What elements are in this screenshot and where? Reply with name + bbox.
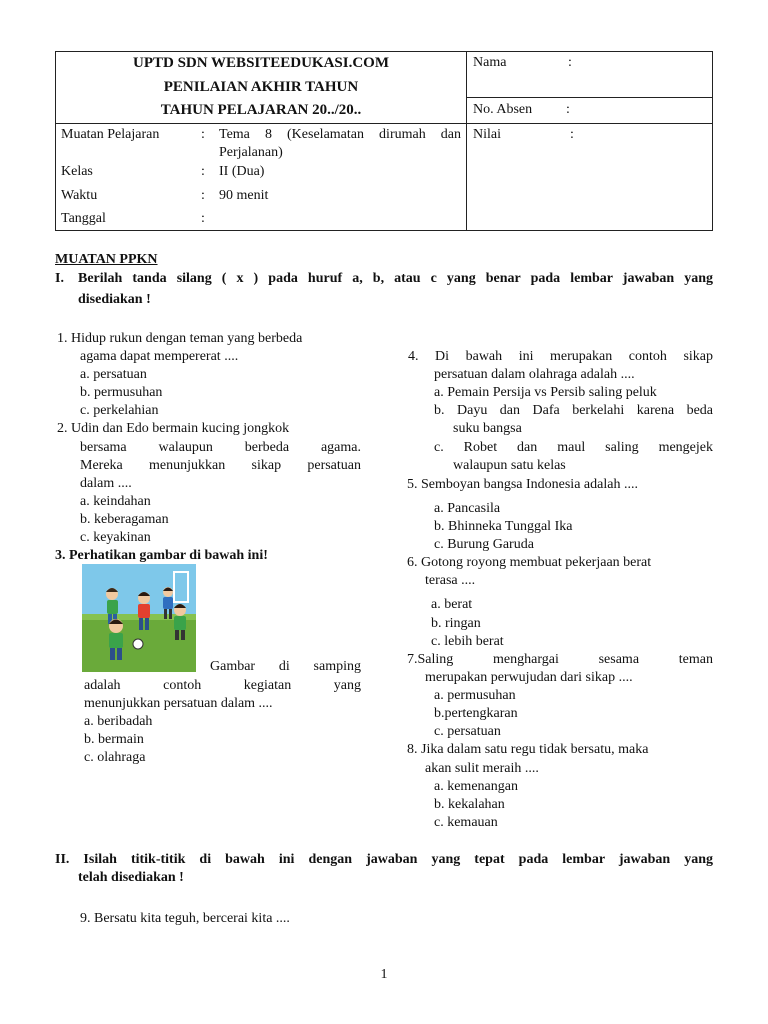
- q3-option-c: c. olahraga: [84, 750, 146, 765]
- q2-option-a: a. keindahan: [80, 494, 151, 509]
- q5-text-line1: 5. Semboyan bangsa Indonesia adalah ....: [407, 477, 638, 492]
- q4-text-line2: persatuan dalam olahraga adalah ....: [434, 367, 635, 382]
- part1-instruction-line2: disediakan !: [78, 292, 151, 307]
- q3-option-b: b. bermain: [84, 732, 144, 747]
- q4-option-c-line1: c. Robet dan maul saling mengejek: [434, 440, 713, 455]
- section-title: MUATAN PPKN: [55, 252, 158, 267]
- q7-text-line1: 7.Saling menghargai sesama teman: [407, 652, 713, 667]
- waktu-colon: :: [201, 188, 205, 203]
- waktu-value: 90 menit: [219, 188, 269, 203]
- header-divider-vertical: [466, 51, 467, 231]
- kelas-colon: :: [201, 164, 205, 179]
- q8-option-a: a. kemenangan: [434, 779, 518, 794]
- waktu-label: Waktu: [61, 188, 98, 203]
- header-divider-horizontal: [55, 123, 713, 124]
- exam-title: PENILAIAN AKHIR TAHUN: [163, 79, 359, 95]
- q7-option-c: c. persatuan: [434, 724, 501, 739]
- nilai-colon: :: [570, 127, 574, 142]
- absen-colon: :: [566, 102, 570, 117]
- part1-instruction-line1: Berilah tanda silang ( x ) pada huruf a, b, atau c yang benar pada lembar jawaban yang: [78, 271, 713, 286]
- q8-text-line1: 8. Jika dalam satu regu tidak bersatu, maka: [407, 742, 649, 757]
- nama-label: Nama: [473, 55, 507, 70]
- q8-text-line2: akan sulit meraih ....: [425, 761, 539, 776]
- q5-option-b: b. Bhinneka Tunggal Ika: [434, 519, 573, 534]
- q6-text-line1: 6. Gotong royong membuat pekerjaan berat: [407, 555, 652, 570]
- absen-label: No. Absen: [473, 102, 533, 117]
- part2-instruction-line1: II. Isilah titik-titik di bawah ini dengan jawaban yang tepat pada lembar jawaban yang: [55, 852, 713, 867]
- part2-instruction-line2: telah disediakan !: [78, 870, 184, 885]
- q5-option-c: c. Burung Garuda: [434, 537, 534, 552]
- q6-option-a: a. berat: [431, 597, 473, 612]
- kids-playing-illustration: [82, 564, 196, 672]
- q1-option-a: a. persatuan: [80, 367, 147, 382]
- q8-option-b: b. kekalahan: [434, 797, 505, 812]
- q1-option-b: b. permusuhan: [80, 385, 163, 400]
- header-divider-absen: [466, 97, 713, 98]
- muatan-label: Muatan Pelajaran: [61, 127, 160, 142]
- nama-colon: :: [568, 55, 572, 70]
- page-number: 1: [380, 967, 388, 982]
- q1-option-c: c. perkelahian: [80, 403, 159, 418]
- q4-option-a: a. Pemain Persija vs Persib saling peluk: [434, 385, 657, 400]
- muatan-value-line1: Tema 8 (Keselamatan dirumah dan: [219, 127, 461, 142]
- q2-option-c: c. keyakinan: [80, 530, 151, 545]
- q4-option-c-line2: walaupun satu kelas: [453, 458, 566, 473]
- q1-text-line1: 1. Hidup rukun dengan teman yang berbeda: [57, 331, 303, 346]
- q2-text-line2: bersama walaupun berbeda agama.: [80, 440, 361, 455]
- q2-text-line3: Mereka menunjukkan sikap persatuan: [80, 458, 361, 473]
- muatan-colon: :: [201, 127, 205, 142]
- q8-option-c: c. kemauan: [434, 815, 498, 830]
- q2-text-line1: 2. Udin dan Edo bermain kucing jongkok: [57, 421, 290, 436]
- q2-option-b: b. keberagaman: [80, 512, 169, 527]
- q7-text-line2: merupakan perwujudan dari sikap ....: [425, 670, 633, 685]
- q5-option-a: a. Pancasila: [434, 501, 501, 516]
- q3-option-a: a. beribadah: [84, 714, 153, 729]
- kelas-value: II (Dua): [219, 164, 265, 179]
- school-name: UPTD SDN WEBSITEEDUKASI.COM: [132, 55, 390, 71]
- q9-text: 9. Bersatu kita teguh, bercerai kita ....: [80, 911, 290, 926]
- kelas-label: Kelas: [61, 164, 93, 179]
- muatan-value-line2: Perjalanan): [219, 145, 283, 160]
- nilai-label: Nilai: [473, 127, 501, 142]
- q3-text-line1: 3. Perhatikan gambar di bawah ini!: [55, 548, 268, 563]
- q6-option-b: b. ringan: [431, 616, 481, 631]
- q4-option-b-line2: suku bangsa: [453, 421, 522, 436]
- q7-option-a: a. permusuhan: [434, 688, 516, 703]
- q3-text-line3: adalah contoh kegiatan yang: [84, 678, 361, 693]
- q3-text-line4: menunjukkan persatuan dalam ....: [84, 696, 273, 711]
- q2-text-line4: dalam ....: [80, 476, 132, 491]
- tanggal-colon: :: [201, 211, 205, 226]
- q1-text-line2: agama dapat mempererat ....: [80, 349, 239, 364]
- q3-text-line2: Gambar di samping: [210, 659, 361, 674]
- tanggal-label: Tanggal: [61, 211, 106, 226]
- q6-option-c: c. lebih berat: [431, 634, 504, 649]
- q4-option-b-line1: b. Dayu dan Dafa berkelahi karena beda: [434, 403, 713, 418]
- q6-text-line2: terasa ....: [425, 573, 476, 588]
- school-year: TAHUN PELAJARAN 20../20..: [160, 102, 362, 118]
- q7-option-b: b.pertengkaran: [434, 706, 518, 721]
- q4-text-line1: 4. Di bawah ini merupakan contoh sikap: [408, 349, 713, 364]
- part1-number: I.: [55, 271, 64, 286]
